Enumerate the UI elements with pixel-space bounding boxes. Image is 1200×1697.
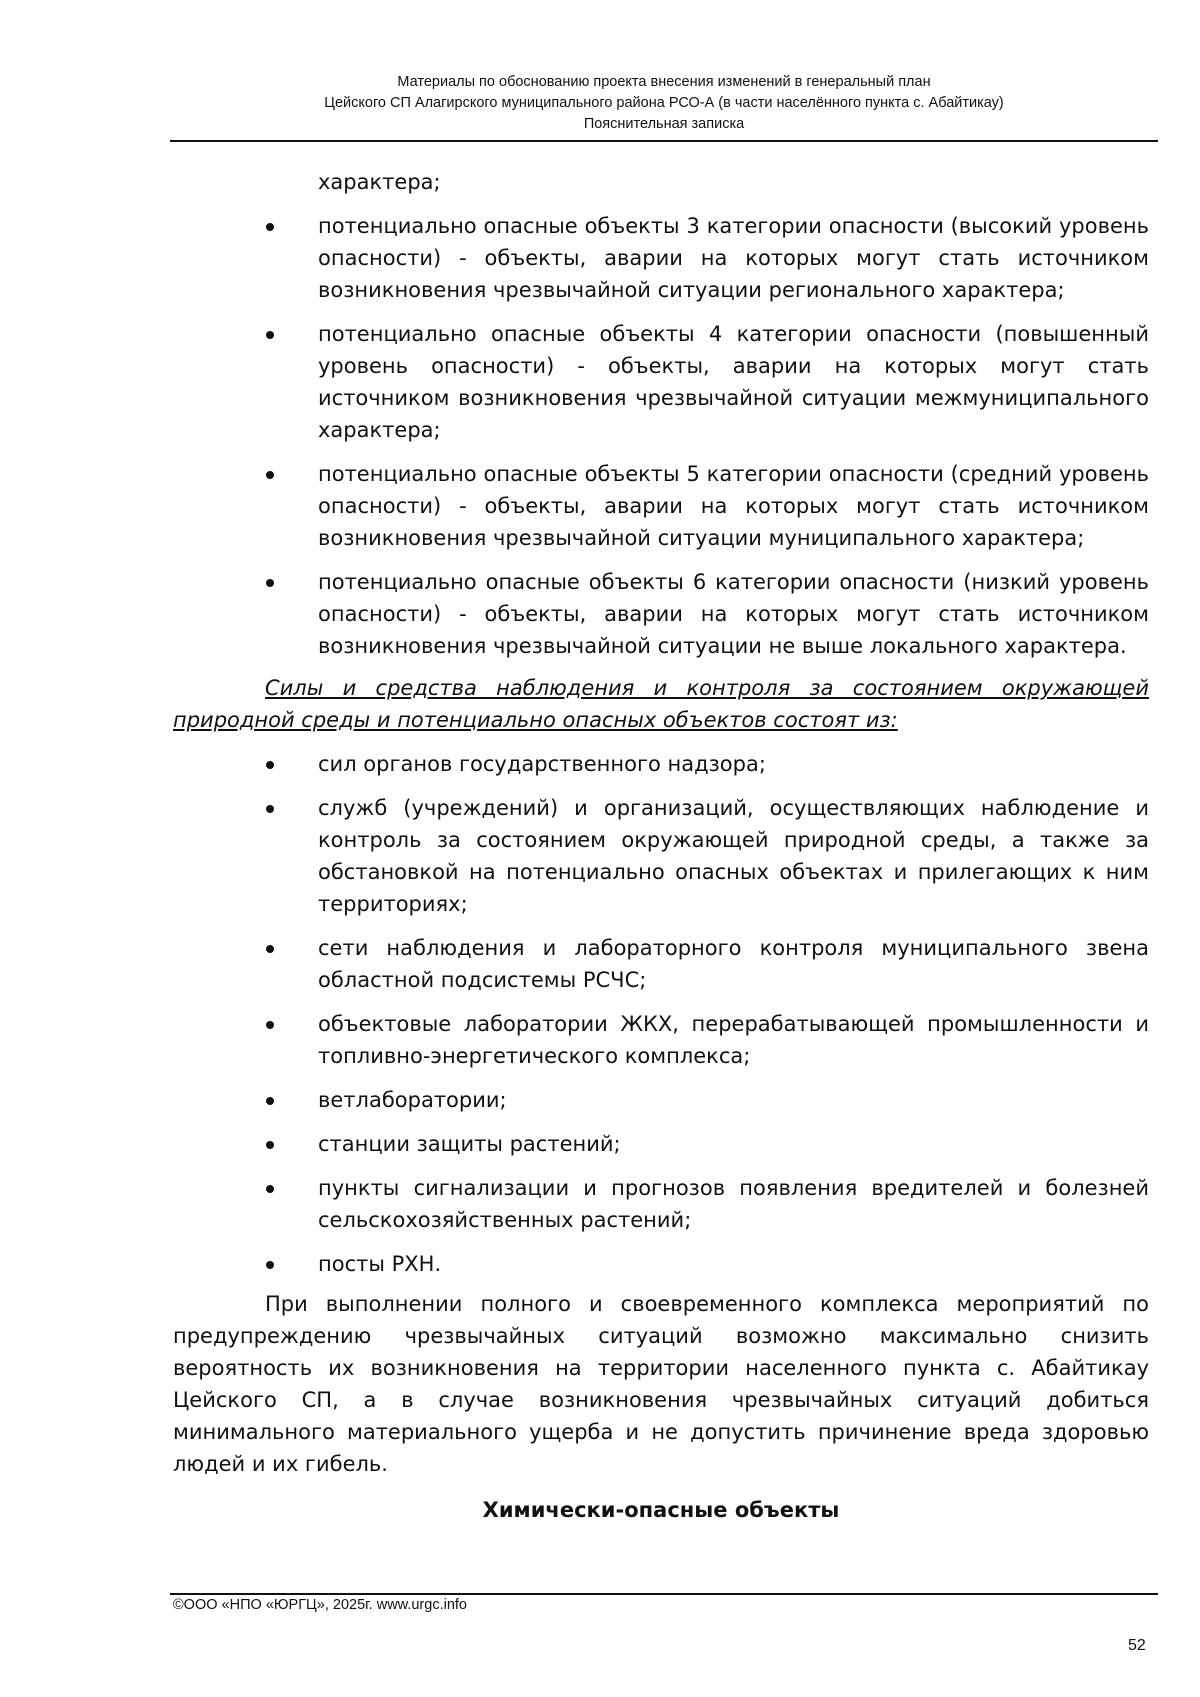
list-item-text: сил органов государственного надзора; — [318, 752, 766, 776]
bullet-icon — [266, 471, 274, 479]
page-number: 52 — [1128, 1637, 1146, 1654]
bullet-icon — [266, 945, 274, 953]
list-item-text: станции защиты растений; — [318, 1132, 621, 1156]
forces-section-label: Силы и средства наблюдения и контроля за состоянием окружающей природной среды и потенциально опасных объектов состоят из: — [173, 676, 1149, 732]
forces-list — [173, 748, 1149, 1280]
closing-paragraph: При выполнении полного и своевременного комплекса мероприятий по предупреждению чрезвычайных ситуаций возможно максимально снизить вероятность их возникновения на территории населенного пункта с. Абайтикау Цейского СП, а в случае возникновения чрезвычайных ситуаций добиться минимального материального ущерба и не допустить причинение вреда здоровью людей и их гибель. — [173, 1292, 1149, 1476]
bullet-icon — [266, 223, 274, 231]
list-item-text: объектовые лаборатории ЖКХ, перерабатывающей промышленности и топливно-энергетического комплекса; — [318, 1012, 1149, 1068]
header-line-1: Материалы по обоснованию проекта внесения изменений в генеральный план — [397, 74, 931, 90]
hazard-category-list — [173, 210, 1149, 662]
list-item-text: потенциально опасные объекты 6 категории опасности (низкий уровень опасности) - объекты, аварии на которых могут стать источником возникновения чрезвычайной ситуации не выше локального характера. — [318, 570, 1149, 658]
list-item-text: потенциально опасные объекты 4 категории опасности (повышенный уровень опасности) - объекты, аварии на которых могут стать источником возникновения чрезвычайной ситуации межмуниципального характера; — [318, 322, 1149, 442]
list-item — [173, 932, 1149, 996]
bullet-icon — [266, 1141, 274, 1149]
bullet-icon — [266, 1021, 274, 1029]
list-item — [173, 1248, 1149, 1280]
header-line-2: Цейского СП Алагирского муниципального района РСО-А (в части населённого пункта с. Абайтикау) — [324, 95, 1004, 111]
footer-copyright: ©ООО «НПО «ЮРГЦ», 2025г. www.urgc.info — [173, 1597, 467, 1613]
list-item — [173, 1128, 1149, 1160]
bullet-icon — [266, 805, 274, 813]
footer-divider — [170, 1593, 1158, 1595]
bullet-icon — [266, 1185, 274, 1193]
bullet-icon — [266, 1261, 274, 1269]
list-item — [173, 1084, 1149, 1116]
section-heading: Химически-опасные объекты — [482, 1498, 840, 1522]
list-item — [173, 1172, 1149, 1236]
list-item-text: сети наблюдения и лабораторного контроля муниципального звена областной подсистемы РСЧС; — [318, 936, 1149, 992]
list-item — [173, 318, 1149, 446]
list-item-text: служб (учреждений) и организаций, осуществляющих наблюдение и контроль за состоянием окружающей природной среды, а также за обстановкой на потенциально опасных объектах и прилегающих к ним территориях; — [318, 796, 1149, 916]
header-line-3: Пояснительная записка — [583, 116, 745, 132]
list-item-text: посты РХН. — [318, 1252, 442, 1276]
bullet-icon — [266, 761, 274, 769]
bullet-icon — [266, 1097, 274, 1105]
list-item-text: ветлаборатории; — [318, 1088, 507, 1112]
list-item-text: потенциально опасные объекты 3 категории опасности (высокий уровень опасности) - объекты, аварии на которых могут стать источником возникновения чрезвычайной ситуации регионального характера; — [318, 214, 1149, 302]
list-item — [173, 210, 1149, 306]
list-item — [173, 1008, 1149, 1072]
bullet-icon — [266, 579, 274, 587]
list-item — [173, 748, 1149, 780]
bullet-icon — [266, 331, 274, 339]
list-item — [173, 792, 1149, 920]
list-item-text: пункты сигнализации и прогнозов появления вредителей и болезней сельскохозяйственных растений; — [318, 1176, 1149, 1232]
list-item-text: потенциально опасные объекты 5 категории опасности (средний уровень опасности) - объекты, аварии на которых могут стать источником возникновения чрезвычайной ситуации муниципального характера; — [318, 462, 1149, 550]
header-divider — [170, 140, 1158, 142]
list-item — [173, 458, 1149, 554]
continuation-text: характера; — [318, 170, 441, 194]
list-item — [173, 566, 1149, 662]
page-header — [170, 72, 1158, 135]
document-body — [173, 166, 1149, 1526]
